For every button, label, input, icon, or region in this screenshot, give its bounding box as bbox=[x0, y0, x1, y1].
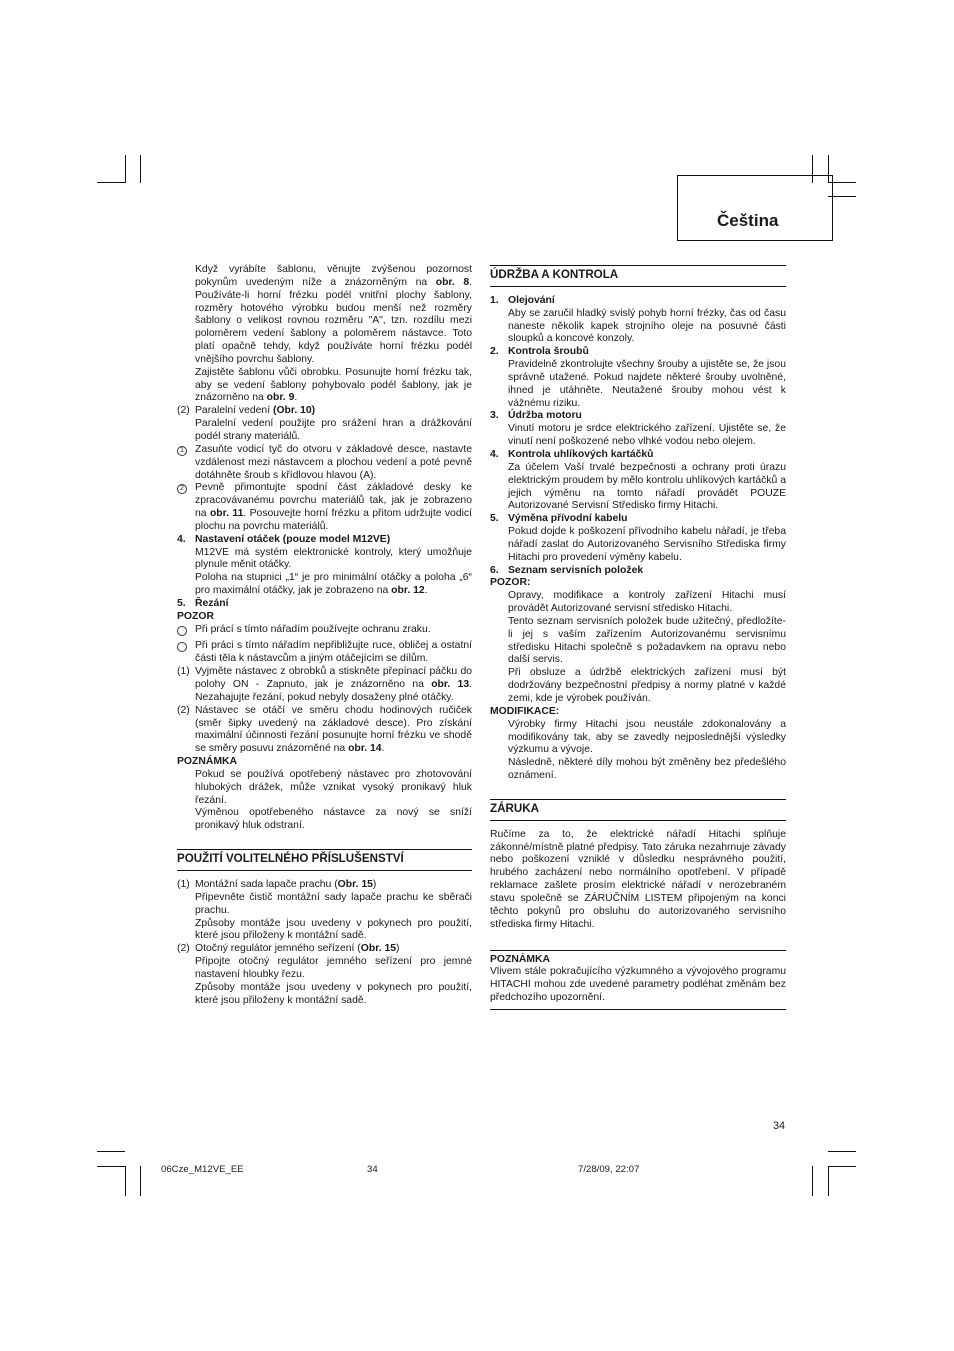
paragraph: Tento seznam servisních položek bude užitečný, předložíte-li jej s vaším zařízením Autorizovanému servisnímu středisku Hitachi společně s požadavkem na opravu nebo další servis. bbox=[508, 615, 786, 666]
list-item: (1) Montážní sada lapače prachu (Obr. 15) Připevněte čistič montážní sady lapače prachu ke sběrači prachu. Způsoby montáže jsou uvedeny v pokynech pro použití, které jsou přiloženy k montážní sadě. bbox=[177, 878, 472, 942]
list-item: (2) Otočný regulátor jemného seřízení (Obr. 15) Připojte otočný regulátor jemného seřízení pro jemné nastavení hloubky řezu. Způsoby montáže jsou uvedeny v pokynech pro použití, které jsou přiloženy k montážní sadě. bbox=[177, 943, 472, 1006]
paragraph: Opravy, modifikace a kontroly zařízení Hitachi musí provádět Autorizované servisní středisko Hitachi. bbox=[508, 590, 786, 615]
crop-mark bbox=[828, 1166, 829, 1196]
list-item: (2) Nástavec se otáčí ve směru chodu hodinových ručiček (směr šipky uvedený na základové desce). Pro získání maximální účinnosti řezání posunujte horní frézku ve shodě se směry posuvu znázorněné na obr. 14. bbox=[177, 704, 472, 755]
paragraph: Pokud se používá opotřebený nástavec pro zhotovování hlubokých drážek, může vznikat vysoký pronikavý hluk řezání. bbox=[195, 768, 472, 806]
section-heading: 4. Nastavení otáček (pouze model M12VE) bbox=[177, 533, 391, 545]
list-item: 1 Zasuňte vodicí tyč do otvoru v základové desce, nastavte vzdálenost mezi nástavcem a plochou vedení a poté pevně dotáhněte šroub s křídlovou hlavou (A). bbox=[177, 444, 472, 483]
paragraph: Když vyrábíte šablonu, věnujte zvýšenou pozornost pokynům uvedeným níže a znázorněným na obr. 8. Používáte-li horní frézku podél vnitřní plochy šablony, rozměry hotového výrobku budou menší než rozměry šablony o velikost rovnou rozměru "A", tzn. rozdílu mezi poloměrem vedení šablony a poloměrem nástavce. Toto platí opačně tehdy, když používáte horní frézku podél vnějšího povrchu šablony. bbox=[195, 264, 472, 365]
paragraph: Výrobky firmy Hitachi jsou neustále zdokonalovány a modifikovány tak, aby se zavedly nejposlednější výsledky výzkumu a vývoje. bbox=[508, 718, 786, 756]
crop-mark bbox=[125, 155, 126, 183]
list-item: 2 Pevně přimontujte spodní část základové desky ke zpracovávanému povrchu materiálů tak, jak je zobrazeno na obr. 11. Posouvejte horní frézku a přitom udržujte vodicí plochu na povrchu materiálů. bbox=[177, 482, 472, 533]
paragraph: Poloha na stupnici „1“ je pro minimální otáčky a poloha „6“ pro maximální otáčky, jak je zobrazeno na obr. 12. bbox=[195, 572, 472, 597]
footer-page: 34 bbox=[367, 1164, 378, 1175]
section-heading: ZÁRUKA bbox=[490, 799, 786, 821]
paragraph: Pokud dojde k poškození přívodního kabelu nářadí, je třeba nářadí zaslat do Autorizovaného Servisního Střediska firmy Hitachi pro provedení výměny kabelu. bbox=[508, 526, 786, 563]
modification-label: MODIFIKACE: bbox=[490, 705, 560, 717]
paragraph: Za účelem Vaší trvalé bezpečnosti a ochrany proti úrazu elektrickým proudem by mělo kontrolu uhlíkových kartáčků a jejich výměnu na tomto nářadí provádět POUZE Autorizované Servisní Středisko firmy Hitachi. bbox=[508, 461, 786, 512]
crop-mark bbox=[97, 182, 125, 183]
paragraph: Vlivem stále pokračujícího výzkumného a vývojového programu HITACHI mohou zde uvedené parametry podléhat změnám bez předchozího upozornění. bbox=[490, 966, 786, 1004]
list-item: (1) Vyjměte nástavec z obrobků a stiskněte přepínací páčku do polohy ON - Zapnuto, jak je znázorněno na obr. 13. Nezahajujte řezání, pokud nebyly dosaženy plné otáčky. bbox=[177, 666, 472, 703]
footer-timestamp: 7/28/09, 22:07 bbox=[578, 1164, 640, 1175]
section-heading: 6. Seznam servisních položek bbox=[490, 564, 644, 576]
circled-number-icon: 1 bbox=[177, 446, 187, 456]
paragraph: Při obsluze a údržbě elektrických zařízení musí být dodržovány bezpečnostní předpisy a normy platné v každé zemi, kde je výrobek používán. bbox=[508, 667, 786, 704]
crop-mark bbox=[125, 1166, 126, 1196]
bullet-circle-icon bbox=[177, 626, 187, 636]
list-item: (2) Paralelní vedení (Obr. 10) Paralelní vedení použijte pro srážení hran a drážkování podél strany materiálů. bbox=[177, 405, 472, 442]
section-heading: 2. Kontrola šroubů bbox=[490, 346, 589, 358]
note-box bbox=[490, 950, 786, 1010]
note-label: POZNÁMKA bbox=[490, 953, 551, 965]
list-item: Při práci s tímto nářadím nepřibližujte ruce, obličej a ostatní části těla k nástavcům a jiným otáčejícím se dílům. bbox=[177, 640, 472, 666]
paragraph: Výměnou opotřebeného nástavce za nový se sníží pronikavý hluk odstraní. bbox=[195, 807, 472, 832]
page-number: 34 bbox=[773, 1120, 786, 1132]
paragraph: Následně, některé díly mohou být změněny bez předešlého oznámení. bbox=[508, 757, 786, 782]
left-column bbox=[177, 264, 472, 1007]
language-label: Čeština bbox=[717, 211, 779, 230]
section-heading: 4. Kontrola uhlíkových kartáčků bbox=[490, 448, 654, 460]
section-heading: 5. Řezání bbox=[177, 597, 229, 609]
list-item: Při prácí s tímto nářadím používejte ochranu zraku. bbox=[177, 624, 472, 641]
crop-mark bbox=[828, 1166, 856, 1167]
crop-mark bbox=[812, 1166, 813, 1196]
paragraph: Ručíme za to, že elektrické nářadí Hitachi splňuje zákonné/místně platné předpisy. Tato záruka nezahrnuje závady nebo poškození vzniklé v důsledku nesprávného použití, hrubého zacházení nebo normálního opotřebení. V případě reklamace zašlete prosím elektrické nářadí v nerozebraném stavu společně se ZÁRUČNÍM LISTEM připojeným na konci těchto pokynů pro obsluhu do autorizovaného servisního střediska firmy Hitachi. bbox=[490, 828, 786, 930]
paragraph: Pravidelně zkontrolujte všechny šrouby a ujistěte se, že jsou správně utažené. Pokud najdete některé šrouby uvolněné, ihned je utáhněte. Neutažené šrouby mohou vést k vážnému riziku. bbox=[508, 359, 786, 409]
section-heading: 5. Výměna přívodní kabelu bbox=[490, 513, 628, 525]
paragraph: Aby se zaručil hladký svislý pohyb horní frézky, čas od času naneste několik kapek strojního oleje na posuvné části sloupků a koncové konzoly. bbox=[508, 307, 786, 345]
section-heading: 1. Olejování bbox=[490, 294, 555, 306]
crop-mark bbox=[97, 1166, 125, 1167]
footer-filename: 06Cze_M12VE_EE bbox=[161, 1164, 244, 1175]
crop-mark bbox=[140, 155, 141, 183]
caution-label: POZOR bbox=[177, 610, 214, 622]
language-tab bbox=[677, 175, 833, 241]
paragraph: Vinutí motoru je srdce elektrického zařízení. Ujistěte se, že vinutí není poškozené nebo vlhké vodou nebo olejem. bbox=[508, 423, 786, 448]
note-label: POZNÁMKA bbox=[177, 756, 238, 768]
bullet-circle-icon bbox=[177, 642, 187, 652]
caution-label: POZOR: bbox=[490, 577, 531, 589]
crop-mark bbox=[828, 1151, 856, 1152]
right-column bbox=[490, 265, 786, 1010]
crop-mark bbox=[97, 1151, 125, 1152]
circled-number-icon: 2 bbox=[177, 484, 187, 494]
paragraph: Zajistěte šablonu vůči obrobku. Posunujte horní frézku tak, aby se vedení šablony pohybovalo podél šablony, jak je znázorněno na obr. 9. bbox=[195, 366, 472, 404]
paragraph: M12VE má systém elektronické kontroly, který umožňuje plynule měnit otáčky. bbox=[195, 546, 472, 571]
section-heading: ÚDRŽBA A KONTROLA bbox=[490, 265, 786, 287]
section-heading: POUŽITÍ VOLITELNÉHO PŘÍSLUŠENSTVÍ bbox=[177, 849, 472, 871]
section-heading: 3. Údržba motoru bbox=[490, 410, 582, 422]
crop-mark bbox=[140, 1166, 141, 1196]
